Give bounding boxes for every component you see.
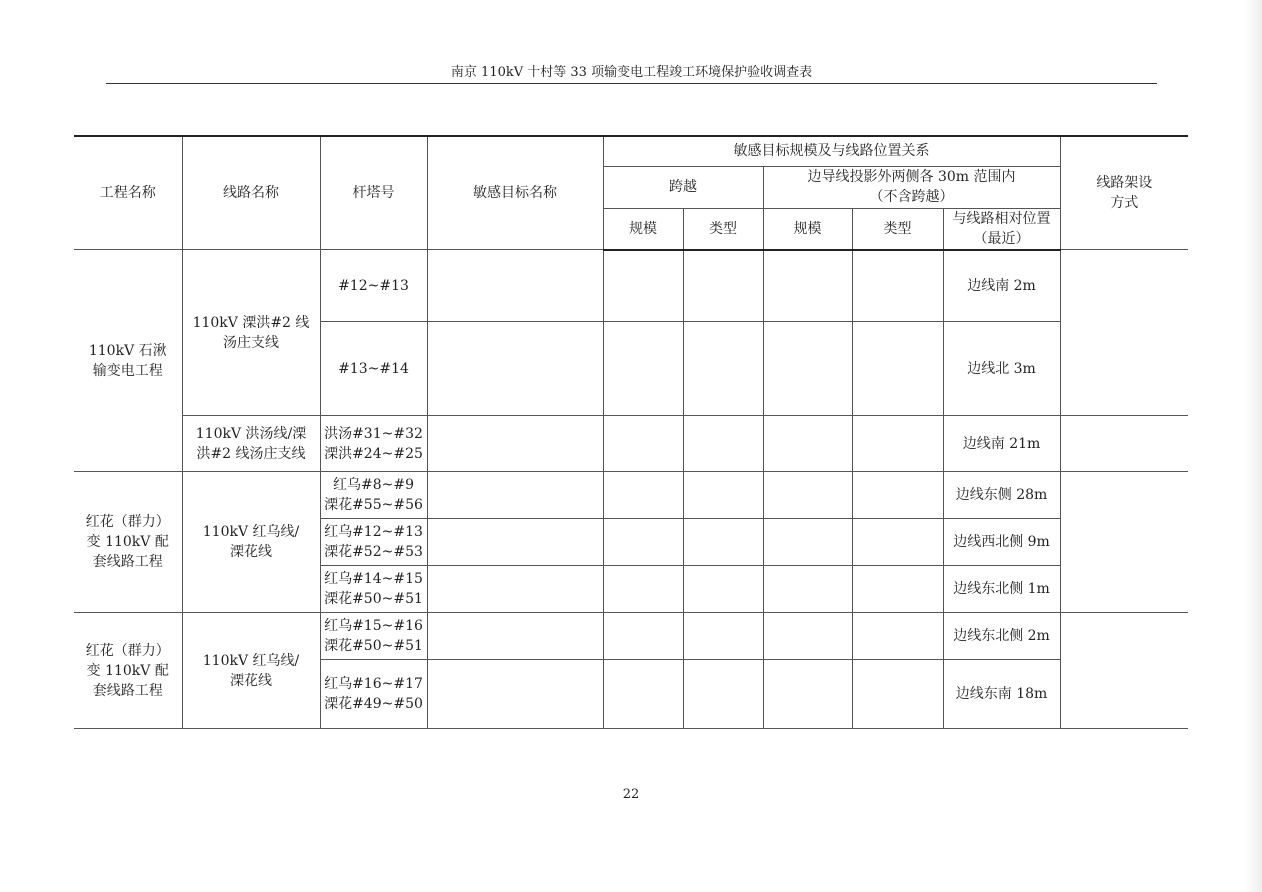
page-edge-shadow: [1244, 0, 1262, 892]
cell-target: [427, 322, 603, 416]
cell-empty: [763, 566, 852, 613]
cell-empty: [683, 322, 763, 416]
cell-empty: [852, 416, 943, 472]
cell-empty: [603, 566, 683, 613]
cell-empty: [852, 250, 943, 322]
cell-empty: [683, 660, 763, 729]
header-target-group: 敏感目标规模及与线路位置关系: [603, 136, 1060, 166]
cell-empty: [683, 566, 763, 613]
cell-position: 边线东南 18m: [943, 660, 1060, 729]
cell-position: 边线东北侧 1m: [943, 566, 1060, 613]
cell-erection: [1060, 250, 1188, 416]
cell-target: [427, 566, 603, 613]
cell-erection: [1060, 472, 1188, 613]
cell-empty: [683, 472, 763, 519]
cell-empty: [852, 322, 943, 416]
cell-tower: 红乌#8~#9 溧花#55~#56: [320, 472, 427, 519]
cell-target: [427, 472, 603, 519]
header-crossing-type: 类型: [683, 208, 763, 250]
header-project-name: 工程名称: [74, 136, 182, 250]
table-row: [74, 472, 1188, 519]
cell-empty: [603, 613, 683, 660]
header-tower-no: 杆塔号: [320, 136, 427, 250]
cell-target: [427, 250, 603, 322]
cell-line: 110kV 红乌线/ 溧花线: [182, 613, 320, 729]
cell-project: 红花（群力） 变 110kV 配 套线路工程: [74, 472, 182, 613]
cell-empty: [683, 519, 763, 566]
cell-empty: [683, 416, 763, 472]
cell-line: 110kV 洪汤线/溧 洪#2 线汤庄支线: [182, 416, 320, 472]
cell-empty: [763, 250, 852, 322]
cell-target: [427, 519, 603, 566]
cell-target: [427, 660, 603, 729]
cell-empty: [852, 613, 943, 660]
page-header: [106, 64, 1157, 84]
cell-tower: 洪汤#31~#32 溧洪#24~#25: [320, 416, 427, 472]
cell-tower: 红乌#15~#16 溧花#50~#51: [320, 613, 427, 660]
cell-position: 边线西北侧 9m: [943, 519, 1060, 566]
cell-empty: [603, 250, 683, 322]
cell-tower: 红乌#16~#17 溧花#49~#50: [320, 660, 427, 729]
cell-target: [427, 416, 603, 472]
cell-empty: [603, 660, 683, 729]
cell-empty: [852, 519, 943, 566]
header-side-range: 边导线投影外两侧各 30m 范围内 （不含跨越）: [763, 166, 1060, 208]
table-row: [74, 416, 1188, 472]
cell-position: 边线南 21m: [943, 416, 1060, 472]
cell-empty: [603, 322, 683, 416]
cell-empty: [852, 472, 943, 519]
cell-tower: 红乌#14~#15 溧花#50~#51: [320, 566, 427, 613]
header-target-name: 敏感目标名称: [427, 136, 603, 250]
cell-empty: [763, 472, 852, 519]
cell-position: 边线东侧 28m: [943, 472, 1060, 519]
cell-empty: [603, 416, 683, 472]
survey-table: [74, 135, 1188, 729]
page-number: 22: [622, 787, 640, 802]
cell-empty: [763, 416, 852, 472]
header-side-scale: 规模: [763, 208, 852, 250]
cell-tower: #12~#13: [320, 250, 427, 322]
cell-project: 110kV 石湫 输变电工程: [74, 250, 182, 472]
header-erection-method: 线路架设 方式: [1060, 136, 1188, 250]
cell-empty: [763, 519, 852, 566]
cell-position: 边线南 2m: [943, 250, 1060, 322]
cell-empty: [763, 660, 852, 729]
header-side-type: 类型: [852, 208, 943, 250]
header-crossing-scale: 规模: [603, 208, 683, 250]
cell-project: 红花（群力） 变 110kV 配 套线路工程: [74, 613, 182, 729]
cell-tower: 红乌#12~#13 溧花#52~#53: [320, 519, 427, 566]
cell-erection: [1060, 613, 1188, 729]
cell-empty: [603, 519, 683, 566]
cell-empty: [763, 322, 852, 416]
cell-empty: [852, 660, 943, 729]
header-title: 南京 110kV 十村等 33 项输变电工程竣工环境保护验收调查表: [450, 65, 813, 80]
table-row: [74, 613, 1188, 660]
cell-empty: [852, 566, 943, 613]
header-relative-position: 与线路相对位置 （最近）: [943, 208, 1060, 250]
cell-line: 110kV 红乌线/ 溧花线: [182, 472, 320, 613]
cell-position: 边线北 3m: [943, 322, 1060, 416]
cell-empty: [683, 613, 763, 660]
cell-erection: [1060, 416, 1188, 472]
cell-line: 110kV 溧洪#2 线 汤庄支线: [182, 250, 320, 416]
cell-position: 边线东北侧 2m: [943, 613, 1060, 660]
cell-empty: [763, 613, 852, 660]
cell-tower: #13~#14: [320, 322, 427, 416]
cell-target: [427, 613, 603, 660]
table-row: [74, 250, 1188, 322]
header-line-name: 线路名称: [182, 136, 320, 250]
header-crossing: 跨越: [603, 166, 763, 208]
cell-empty: [603, 472, 683, 519]
cell-empty: [683, 250, 763, 322]
